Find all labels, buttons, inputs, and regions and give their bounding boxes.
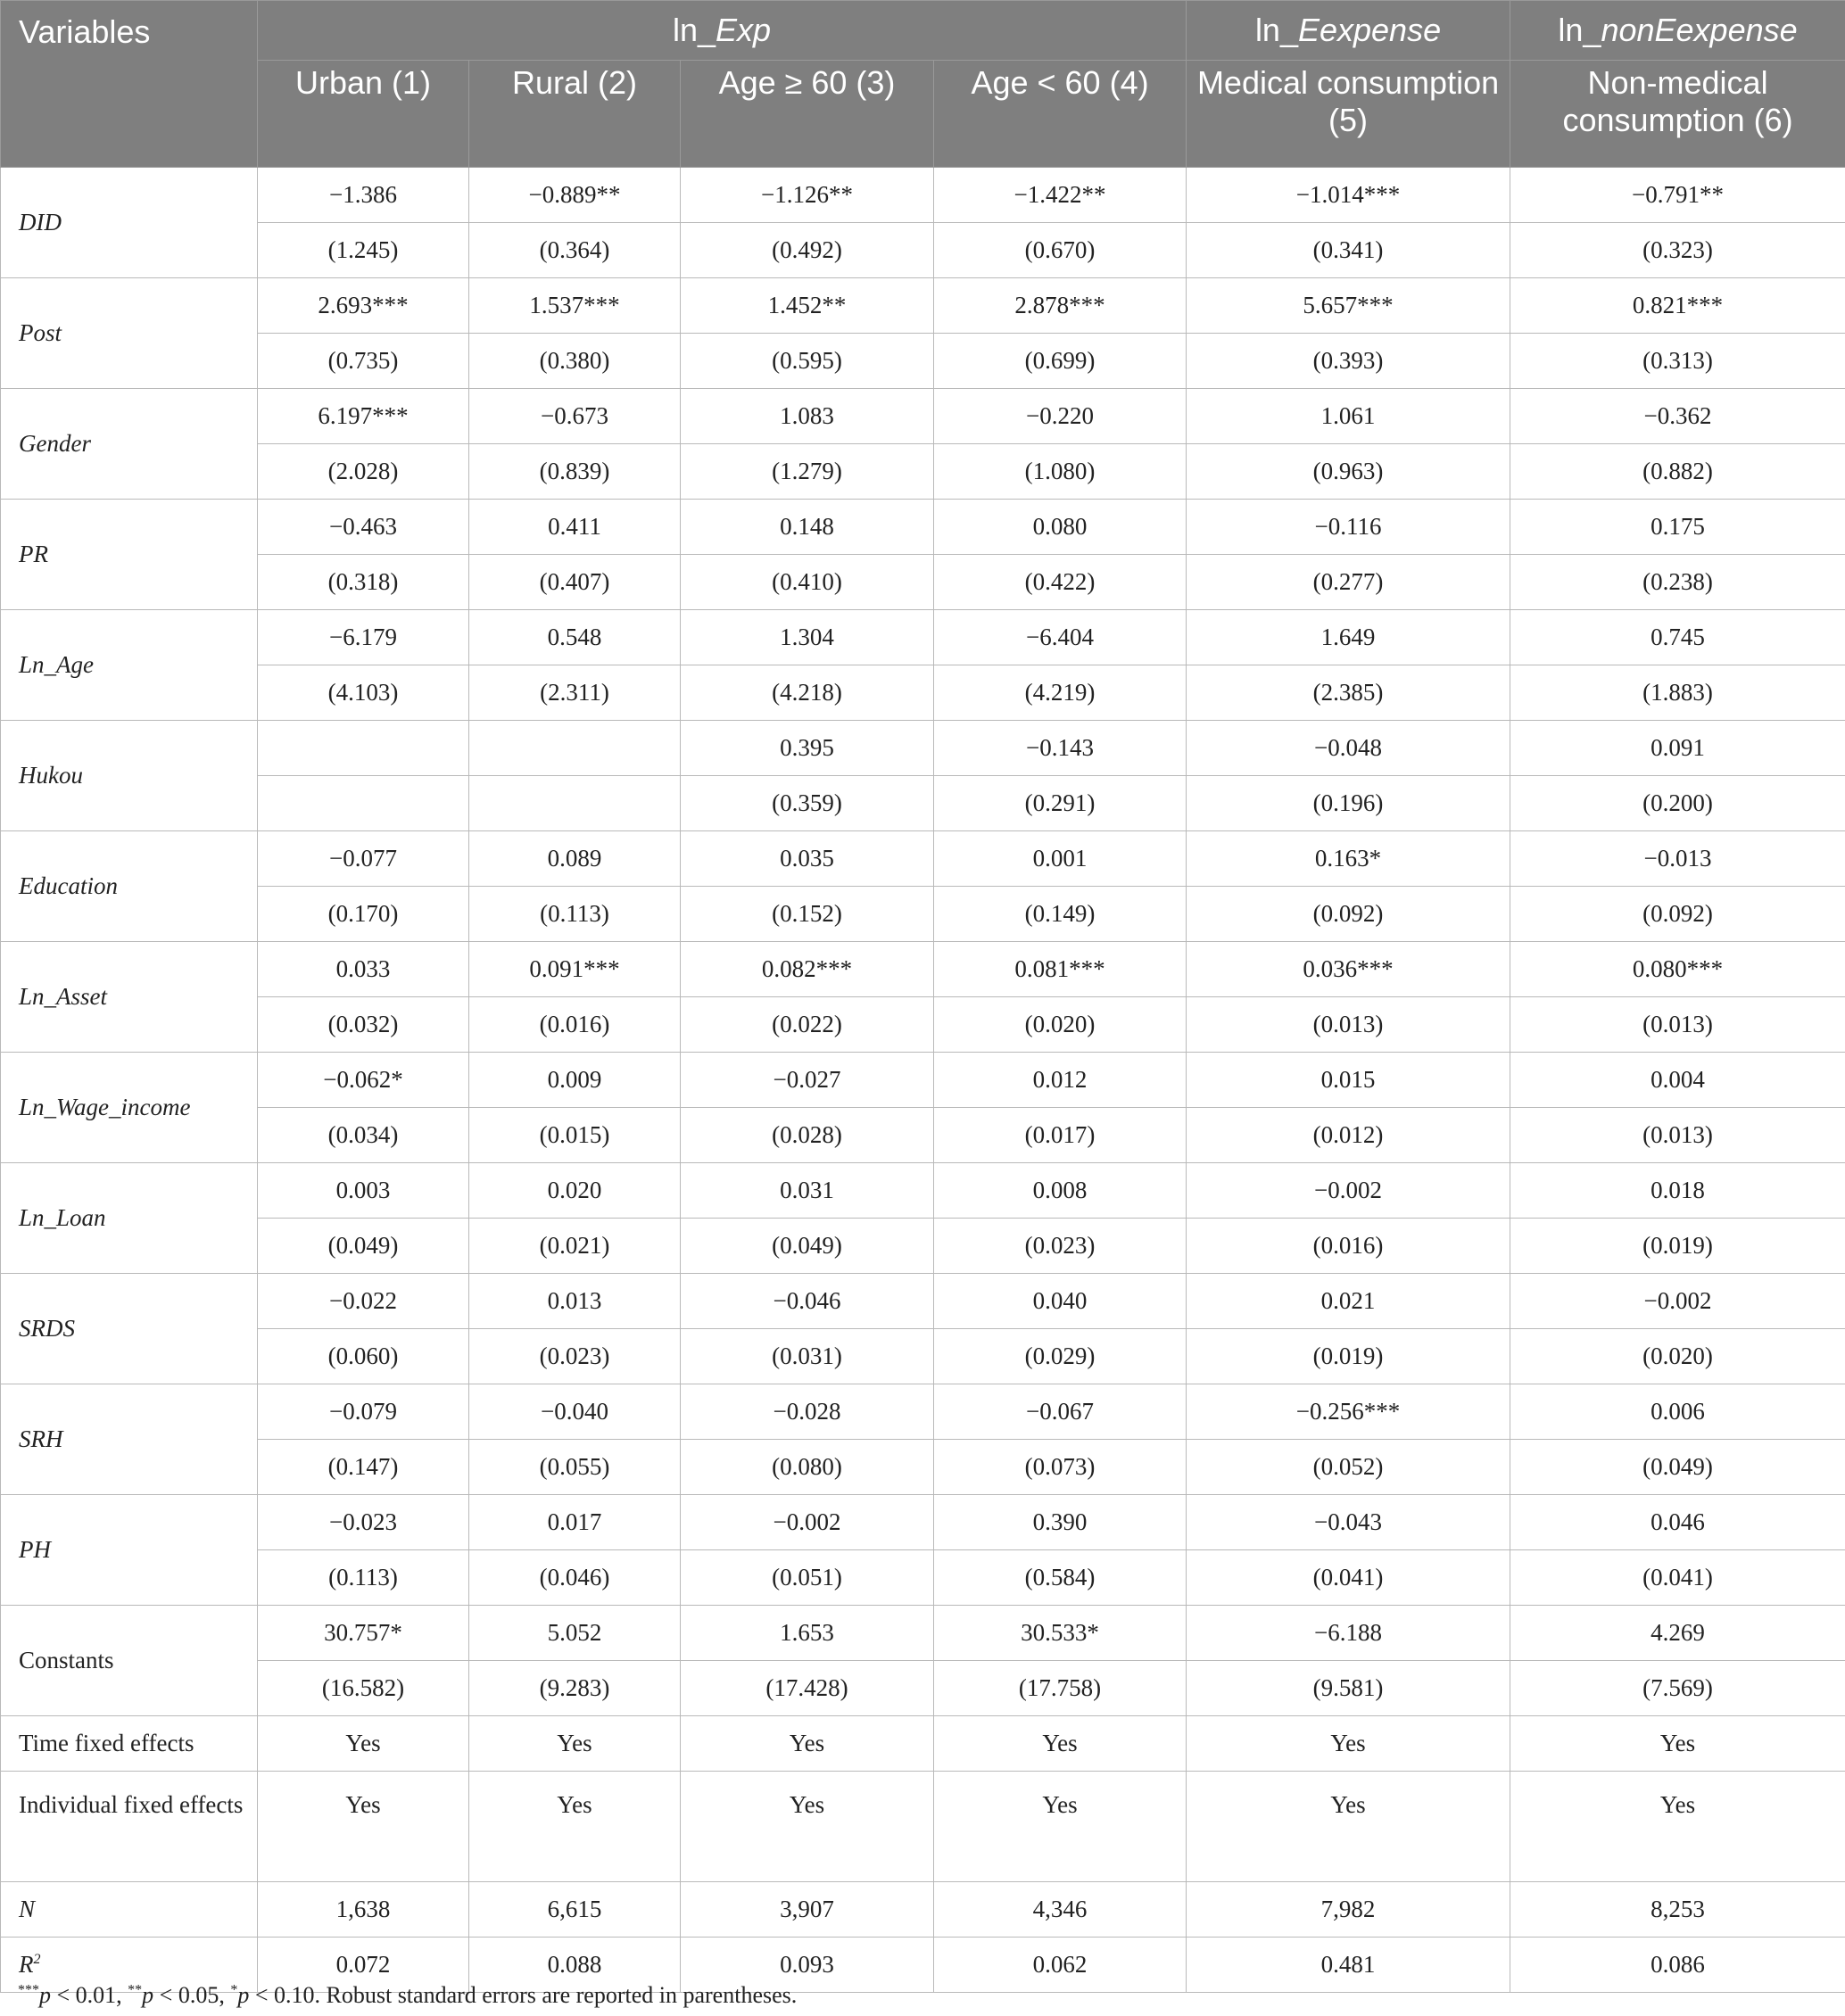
std-error-cell: (4.103)	[258, 665, 469, 721]
std-error-cell: (0.049)	[1510, 1440, 1845, 1495]
coefficient-cell: 0.046	[1510, 1495, 1845, 1550]
std-error-cell: (0.393)	[1187, 334, 1510, 389]
std-error-cell: (0.015)	[469, 1108, 681, 1163]
std-error-cell: (0.049)	[681, 1219, 934, 1274]
coefficient-cell: 2.878***	[934, 278, 1187, 334]
std-error-cell: (0.080)	[681, 1440, 934, 1495]
coefficient-cell: −0.067	[934, 1384, 1187, 1440]
coefficient-cell: 0.390	[934, 1495, 1187, 1550]
std-error-cell: (0.595)	[681, 334, 934, 389]
std-error-cell	[469, 776, 681, 831]
std-error-cell: (0.031)	[681, 1329, 934, 1384]
value-cell: 0.481	[1187, 1938, 1510, 1993]
std-error-cell: (0.041)	[1510, 1550, 1845, 1606]
std-error-cell: (0.021)	[469, 1219, 681, 1274]
coefficient-cell	[469, 721, 681, 776]
coefficient-cell: −6.179	[258, 610, 469, 665]
std-error-cell: (0.238)	[1510, 555, 1845, 610]
std-error-cell: (0.019)	[1187, 1329, 1510, 1384]
std-error-cell: (0.016)	[1187, 1219, 1510, 1274]
coefficient-cell: −0.048	[1187, 721, 1510, 776]
table-row	[1, 1716, 1845, 1772]
value-cell: Yes	[258, 1716, 469, 1772]
coefficient-cell: 0.089	[469, 831, 681, 887]
std-error-cell: (0.323)	[1510, 223, 1845, 278]
coefficient-cell: 0.148	[681, 500, 934, 555]
std-error-cell: (0.049)	[258, 1219, 469, 1274]
table-body	[1, 168, 1845, 1993]
coefficient-cell: 0.091	[1510, 721, 1845, 776]
value-cell: 8,253	[1510, 1882, 1845, 1938]
table-footnote	[18, 1982, 797, 2009]
value-cell: Yes	[258, 1772, 469, 1882]
coefficient-cell: 1.649	[1187, 610, 1510, 665]
coefficient-cell: −0.040	[469, 1384, 681, 1440]
column-header: Rural (2)	[469, 61, 681, 168]
std-error-cell: (0.092)	[1510, 887, 1845, 942]
row-label: SRDS	[1, 1274, 258, 1384]
coefficient-cell: −0.220	[934, 389, 1187, 444]
row-label-text: R	[19, 1951, 34, 1978]
std-error-cell: (0.670)	[934, 223, 1187, 278]
coefficient-cell: −0.116	[1187, 500, 1510, 555]
row-label	[1, 1772, 258, 1882]
table-row	[1, 665, 1845, 721]
coefficient-cell: 2.693***	[258, 278, 469, 334]
coefficient-cell: −0.256***	[1187, 1384, 1510, 1440]
footnote-text: < 0.10. Robust standard errors are reported in parentheses.	[249, 1982, 798, 2008]
table-row	[1, 1384, 1845, 1440]
std-error-cell: (0.200)	[1510, 776, 1845, 831]
std-error-cell: (0.359)	[681, 776, 934, 831]
coefficient-cell: 0.021	[1187, 1274, 1510, 1329]
table-row	[1, 1661, 1845, 1716]
coefficient-cell: −1.386	[258, 168, 469, 223]
std-error-cell: (7.569)	[1510, 1661, 1845, 1716]
coefficient-cell: −0.673	[469, 389, 681, 444]
coefficient-cell: −1.014***	[1187, 168, 1510, 223]
std-error-cell: (0.196)	[1187, 776, 1510, 831]
table-row	[1, 389, 1845, 444]
coefficient-cell: −6.404	[934, 610, 1187, 665]
coefficient-cell: 0.821***	[1510, 278, 1845, 334]
coefficient-cell: 0.163*	[1187, 831, 1510, 887]
table-row	[1, 1274, 1845, 1329]
value-cell: 4,346	[934, 1882, 1187, 1938]
coefficient-cell: 0.035	[681, 831, 934, 887]
coefficient-cell: 0.020	[469, 1163, 681, 1219]
value-cell: 0.088	[469, 1938, 681, 1993]
coefficient-cell: 6.197***	[258, 389, 469, 444]
std-error-cell: (0.055)	[469, 1440, 681, 1495]
coefficient-cell: 0.013	[469, 1274, 681, 1329]
coefficient-cell: −0.463	[258, 500, 469, 555]
value-cell: Yes	[934, 1772, 1187, 1882]
std-error-cell: (0.029)	[934, 1329, 1187, 1384]
coefficient-cell: −0.043	[1187, 1495, 1510, 1550]
footnote-stars: ***	[18, 1982, 39, 1998]
std-error-cell: (0.020)	[1510, 1329, 1845, 1384]
table-row	[1, 444, 1845, 500]
row-label: Post	[1, 278, 258, 389]
row-label: Ln_Wage_income	[1, 1053, 258, 1163]
footnote-text: < 0.01,	[51, 1982, 128, 2008]
table-row	[1, 500, 1845, 555]
std-error-cell: (0.013)	[1187, 997, 1510, 1053]
coefficient-cell: −0.002	[1187, 1163, 1510, 1219]
std-error-cell: (0.492)	[681, 223, 934, 278]
coefficient-cell: −0.062*	[258, 1053, 469, 1108]
row-label-text: Time fixed effects	[19, 1730, 194, 1756]
coefficient-cell: −0.046	[681, 1274, 934, 1329]
std-error-cell: (16.582)	[258, 1661, 469, 1716]
std-error-cell: (0.013)	[1510, 997, 1845, 1053]
row-label-text: N	[19, 1896, 36, 1922]
std-error-cell: (0.341)	[1187, 223, 1510, 278]
std-error-cell: (0.963)	[1187, 444, 1510, 500]
row-label	[1, 1716, 258, 1772]
std-error-cell: (0.052)	[1187, 1440, 1510, 1495]
coefficient-cell: 0.031	[681, 1163, 934, 1219]
row-label: Hukou	[1, 721, 258, 831]
std-error-cell: (0.019)	[1510, 1219, 1845, 1274]
std-error-cell: (0.839)	[469, 444, 681, 500]
table-row	[1, 1550, 1845, 1606]
std-error-cell: (0.046)	[469, 1550, 681, 1606]
std-error-cell: (2.028)	[258, 444, 469, 500]
std-error-cell: (2.311)	[469, 665, 681, 721]
footnote-p: p	[237, 1982, 250, 2008]
coefficient-cell: 5.657***	[1187, 278, 1510, 334]
variables-header: Variables	[1, 1, 258, 168]
row-label: PH	[1, 1495, 258, 1606]
coefficient-cell: −0.013	[1510, 831, 1845, 887]
coefficient-cell: 0.091***	[469, 942, 681, 997]
table-row	[1, 887, 1845, 942]
coefficient-cell: −0.791**	[1510, 168, 1845, 223]
coefficient-cell: 0.040	[934, 1274, 1187, 1329]
coefficient-cell: 0.001	[934, 831, 1187, 887]
row-label: SRH	[1, 1384, 258, 1495]
coefficient-cell: 0.012	[934, 1053, 1187, 1108]
table-row	[1, 1163, 1845, 1219]
std-error-cell: (0.041)	[1187, 1550, 1510, 1606]
std-error-cell: (0.013)	[1510, 1108, 1845, 1163]
footnote-stars: *	[230, 1982, 238, 1998]
std-error-cell: (0.092)	[1187, 887, 1510, 942]
value-cell: Yes	[934, 1716, 1187, 1772]
table-row	[1, 223, 1845, 278]
value-cell: 0.062	[934, 1938, 1187, 1993]
std-error-cell: (0.291)	[934, 776, 1187, 831]
coefficient-cell: 5.052	[469, 1606, 681, 1661]
std-error-cell: (2.385)	[1187, 665, 1510, 721]
coefficient-cell: 0.008	[934, 1163, 1187, 1219]
coefficient-cell: 0.017	[469, 1495, 681, 1550]
footnote-p: p	[39, 1982, 51, 2008]
std-error-cell: (0.022)	[681, 997, 934, 1053]
std-error-cell: (0.113)	[258, 1550, 469, 1606]
table-row	[1, 776, 1845, 831]
std-error-cell: (0.170)	[258, 887, 469, 942]
row-label: PR	[1, 500, 258, 610]
coefficient-cell: 0.175	[1510, 500, 1845, 555]
row-label: Gender	[1, 389, 258, 500]
coefficient-cell: 1.452**	[681, 278, 934, 334]
value-cell: Yes	[1510, 1716, 1845, 1772]
column-header: Urban (1)	[258, 61, 469, 168]
std-error-cell: (1.279)	[681, 444, 934, 500]
coefficient-cell: 30.533*	[934, 1606, 1187, 1661]
value-cell: Yes	[469, 1716, 681, 1772]
coefficient-cell: −0.022	[258, 1274, 469, 1329]
std-error-cell: (0.034)	[258, 1108, 469, 1163]
table-row	[1, 168, 1845, 223]
std-error-cell: (0.028)	[681, 1108, 934, 1163]
column-header: Medical consumption (5)	[1187, 61, 1510, 168]
std-error-cell: (0.020)	[934, 997, 1187, 1053]
table-row	[1, 942, 1845, 997]
std-error-cell: (0.113)	[469, 887, 681, 942]
std-error-cell	[258, 776, 469, 831]
column-header: Non-medical consumption (6)	[1510, 61, 1845, 168]
std-error-cell: (0.073)	[934, 1440, 1187, 1495]
table-row	[1, 831, 1845, 887]
std-error-cell: (0.277)	[1187, 555, 1510, 610]
table-row	[1, 1772, 1845, 1882]
row-label: Ln_Asset	[1, 942, 258, 1053]
table-row	[1, 721, 1845, 776]
coefficient-cell: −1.126**	[681, 168, 934, 223]
std-error-cell: (0.735)	[258, 334, 469, 389]
coefficient-cell: 0.006	[1510, 1384, 1845, 1440]
coefficient-cell: 0.548	[469, 610, 681, 665]
std-error-cell: (0.152)	[681, 887, 934, 942]
coefficient-cell: 4.269	[1510, 1606, 1845, 1661]
row-label: Ln_Loan	[1, 1163, 258, 1274]
coefficient-cell: 1.083	[681, 389, 934, 444]
table-row	[1, 1053, 1845, 1108]
group-header-exp: ln_Exp	[258, 1, 1187, 61]
coefficient-cell: −0.023	[258, 1495, 469, 1550]
value-cell: 0.072	[258, 1938, 469, 1993]
std-error-cell: (0.023)	[934, 1219, 1187, 1274]
table-row	[1, 1329, 1845, 1384]
std-error-cell: (4.218)	[681, 665, 934, 721]
footnote-text: < 0.05,	[153, 1982, 231, 2008]
table-row	[1, 610, 1845, 665]
table-header	[1, 1, 1845, 168]
coefficient-cell: 0.082***	[681, 942, 934, 997]
footnote-stars: **	[128, 1982, 143, 1998]
row-label: Ln_Age	[1, 610, 258, 721]
value-cell: 3,907	[681, 1882, 934, 1938]
std-error-cell: (0.017)	[934, 1108, 1187, 1163]
value-cell: Yes	[1187, 1716, 1510, 1772]
value-cell: Yes	[1510, 1772, 1845, 1882]
std-error-cell: (0.364)	[469, 223, 681, 278]
std-error-cell: (0.016)	[469, 997, 681, 1053]
row-label	[1, 1882, 258, 1938]
value-cell: Yes	[681, 1716, 934, 1772]
value-cell: 0.093	[681, 1938, 934, 1993]
table-row	[1, 1606, 1845, 1661]
row-label-text: Individual fixed effects	[19, 1791, 244, 1818]
row-label: DID	[1, 168, 258, 278]
row-label: Education	[1, 831, 258, 942]
value-cell: Yes	[1187, 1772, 1510, 1882]
coefficient-cell: −1.422**	[934, 168, 1187, 223]
std-error-cell: (0.699)	[934, 334, 1187, 389]
coefficient-cell: 1.061	[1187, 389, 1510, 444]
coefficient-cell: 1.653	[681, 1606, 934, 1661]
column-header: Age < 60 (4)	[934, 61, 1187, 168]
value-cell: 1,638	[258, 1882, 469, 1938]
std-error-cell: (4.219)	[934, 665, 1187, 721]
coefficient-cell: 0.004	[1510, 1053, 1845, 1108]
std-error-cell: (1.883)	[1510, 665, 1845, 721]
std-error-cell: (0.422)	[934, 555, 1187, 610]
std-error-cell: (0.032)	[258, 997, 469, 1053]
std-error-cell: (0.012)	[1187, 1108, 1510, 1163]
std-error-cell: (0.313)	[1510, 334, 1845, 389]
table-row	[1, 1495, 1845, 1550]
std-error-cell: (0.410)	[681, 555, 934, 610]
coefficient-cell: 0.745	[1510, 610, 1845, 665]
column-header: Age ≥ 60 (3)	[681, 61, 934, 168]
value-cell: 6,615	[469, 1882, 681, 1938]
coefficient-cell: 0.080***	[1510, 942, 1845, 997]
coefficient-cell: 0.033	[258, 942, 469, 997]
value-cell: 7,982	[1187, 1882, 1510, 1938]
coefficient-cell: −6.188	[1187, 1606, 1510, 1661]
std-error-cell: (0.407)	[469, 555, 681, 610]
std-error-cell: (1.080)	[934, 444, 1187, 500]
value-cell: Yes	[469, 1772, 681, 1882]
std-error-cell: (0.051)	[681, 1550, 934, 1606]
std-error-cell: (0.882)	[1510, 444, 1845, 500]
coefficient-cell: 0.015	[1187, 1053, 1510, 1108]
coefficient-cell: 1.537***	[469, 278, 681, 334]
group-header-noneexpense: ln_nonEexpense	[1510, 1, 1845, 61]
coefficient-cell: −0.143	[934, 721, 1187, 776]
coefficient-cell: 0.009	[469, 1053, 681, 1108]
std-error-cell: (9.283)	[469, 1661, 681, 1716]
coefficient-cell: 0.081***	[934, 942, 1187, 997]
std-error-cell: (0.147)	[258, 1440, 469, 1495]
superscript: 2	[33, 1952, 41, 1967]
std-error-cell: (17.428)	[681, 1661, 934, 1716]
std-error-cell: (1.245)	[258, 223, 469, 278]
std-error-cell: (0.584)	[934, 1550, 1187, 1606]
table-row	[1, 1440, 1845, 1495]
coefficient-cell: −0.362	[1510, 389, 1845, 444]
coefficient-cell: 0.003	[258, 1163, 469, 1219]
value-cell: Yes	[681, 1772, 934, 1882]
table-row	[1, 1219, 1845, 1274]
coefficient-cell: 0.395	[681, 721, 934, 776]
footnote-p: p	[142, 1982, 154, 2008]
std-error-cell: (0.318)	[258, 555, 469, 610]
coefficient-cell: −0.002	[681, 1495, 934, 1550]
coefficient-cell: 0.080	[934, 500, 1187, 555]
table-row	[1, 997, 1845, 1053]
value-cell: 0.086	[1510, 1938, 1845, 1993]
coefficient-cell: −0.002	[1510, 1274, 1845, 1329]
row-label: Constants	[1, 1606, 258, 1716]
coefficient-cell: 0.036***	[1187, 942, 1510, 997]
table-row	[1, 1882, 1845, 1938]
group-header-eexpense: ln_Eexpense	[1187, 1, 1510, 61]
coefficient-cell: 1.304	[681, 610, 934, 665]
coefficient-cell: −0.027	[681, 1053, 934, 1108]
std-error-cell: (9.581)	[1187, 1661, 1510, 1716]
coefficient-cell: −0.028	[681, 1384, 934, 1440]
coefficient-cell	[258, 721, 469, 776]
std-error-cell: (17.758)	[934, 1661, 1187, 1716]
std-error-cell: (0.149)	[934, 887, 1187, 942]
std-error-cell: (0.380)	[469, 334, 681, 389]
table-row	[1, 334, 1845, 389]
coefficient-cell: 0.018	[1510, 1163, 1845, 1219]
coefficient-cell: −0.079	[258, 1384, 469, 1440]
coefficient-cell: 0.411	[469, 500, 681, 555]
table-row	[1, 555, 1845, 610]
table-row	[1, 278, 1845, 334]
table-row	[1, 1108, 1845, 1163]
coefficient-cell: −0.889**	[469, 168, 681, 223]
coefficient-cell: −0.077	[258, 831, 469, 887]
std-error-cell: (0.023)	[469, 1329, 681, 1384]
std-error-cell: (0.060)	[258, 1329, 469, 1384]
coefficient-cell: 30.757*	[258, 1606, 469, 1661]
